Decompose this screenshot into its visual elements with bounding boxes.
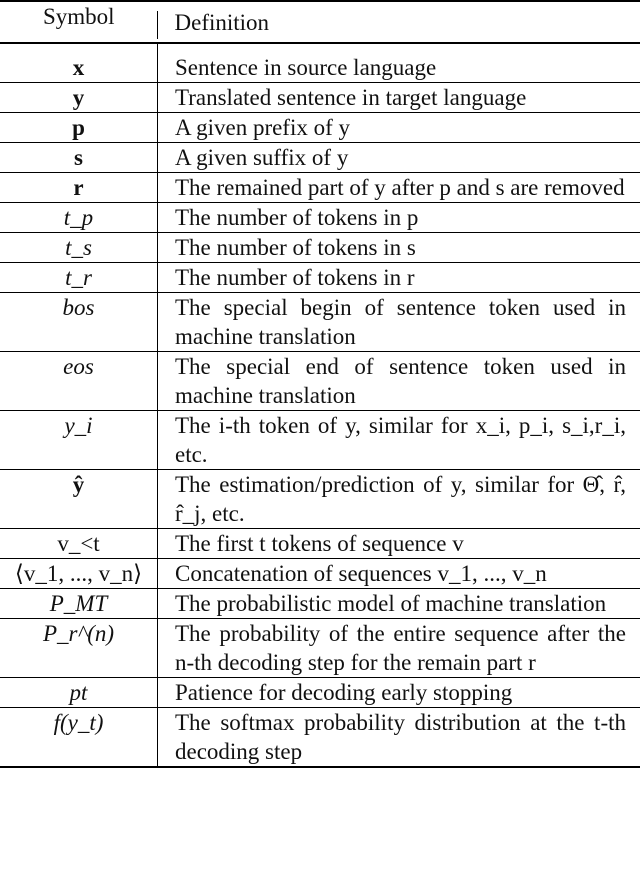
definition-cell: The number of tokens in s [175, 235, 416, 260]
table-row [0, 203, 640, 233]
table-row [0, 233, 640, 263]
definition-cell: The probabilistic model of machine translation [175, 591, 607, 616]
definition-cell: A given suffix of y [175, 145, 349, 170]
definition-cell: The i-th token of y, similar for x_i, p_i, s_i,r_i, etc. [175, 413, 626, 467]
symbol-cell: P_r^(n) [0, 619, 158, 678]
symbol-cell: pt [0, 678, 158, 708]
definition-cell: A given prefix of y [175, 115, 351, 140]
definition-cell: Patience for decoding early stopping [175, 680, 513, 705]
table-row [0, 708, 640, 768]
symbol-cell: f(y_t) [0, 708, 158, 768]
definition-cell: The special end of sentence token used in machine translation [175, 354, 626, 408]
table-row [0, 589, 640, 619]
table-row [0, 173, 640, 203]
table-row [0, 559, 640, 589]
table-row [0, 411, 640, 470]
definition-cell: Sentence in source language [175, 55, 437, 80]
symbol-cell: y_i [0, 411, 158, 470]
symbol-cell: ŷ [0, 470, 158, 529]
table-row [0, 83, 640, 113]
symbol-cell: P_MT [0, 589, 158, 619]
table-row [0, 293, 640, 352]
table-row [0, 470, 640, 529]
table-row [0, 43, 640, 83]
definition-cell: The probability of the entire sequence after the n-th decoding step for the remain part r [175, 621, 626, 675]
definition-cell: The special begin of sentence token used in machine translation [175, 295, 626, 349]
table-row [0, 263, 640, 293]
header-row [0, 1, 640, 43]
symbol-cell: t_p [0, 203, 158, 233]
definition-cell: The softmax probability distribution at the t-th decoding step [175, 710, 626, 764]
symbol-cell: r [0, 173, 158, 203]
table-row [0, 619, 640, 678]
symbol-cell: t_r [0, 263, 158, 293]
definition-cell: The number of tokens in p [175, 205, 419, 230]
symbol-cell: bos [0, 293, 158, 352]
symbol-cell: s [0, 143, 158, 173]
table-row [0, 113, 640, 143]
symbol-cell: x [0, 43, 158, 83]
definition-cell: The remained part of y after p and s are removed [175, 175, 625, 200]
definition-cell: Concatenation of sequences v_1, ..., v_n [175, 561, 547, 586]
definition-cell: The first t tokens of sequence v [175, 531, 464, 556]
definition-cell: The estimation/prediction of y, similar for Θ̂, r̂, r̂_j, etc. [175, 472, 626, 526]
table-row [0, 352, 640, 411]
symbol-cell: ⟨v_1, ..., v_n⟩ [0, 559, 158, 589]
table-row [0, 529, 640, 559]
table-row [0, 678, 640, 708]
symbol-cell: t_s [0, 233, 158, 263]
definition-cell: Translated sentence in target language [175, 85, 527, 110]
definition-cell: The number of tokens in r [175, 265, 415, 290]
symbol-cell: v_<t [0, 529, 158, 559]
header-definition: Definition [158, 1, 640, 43]
symbol-cell: y [0, 83, 158, 113]
symbol-cell: eos [0, 352, 158, 411]
table-body [0, 43, 640, 767]
header-symbol: Symbol [0, 1, 158, 43]
symbol-cell: p [0, 113, 158, 143]
table-row [0, 143, 640, 173]
